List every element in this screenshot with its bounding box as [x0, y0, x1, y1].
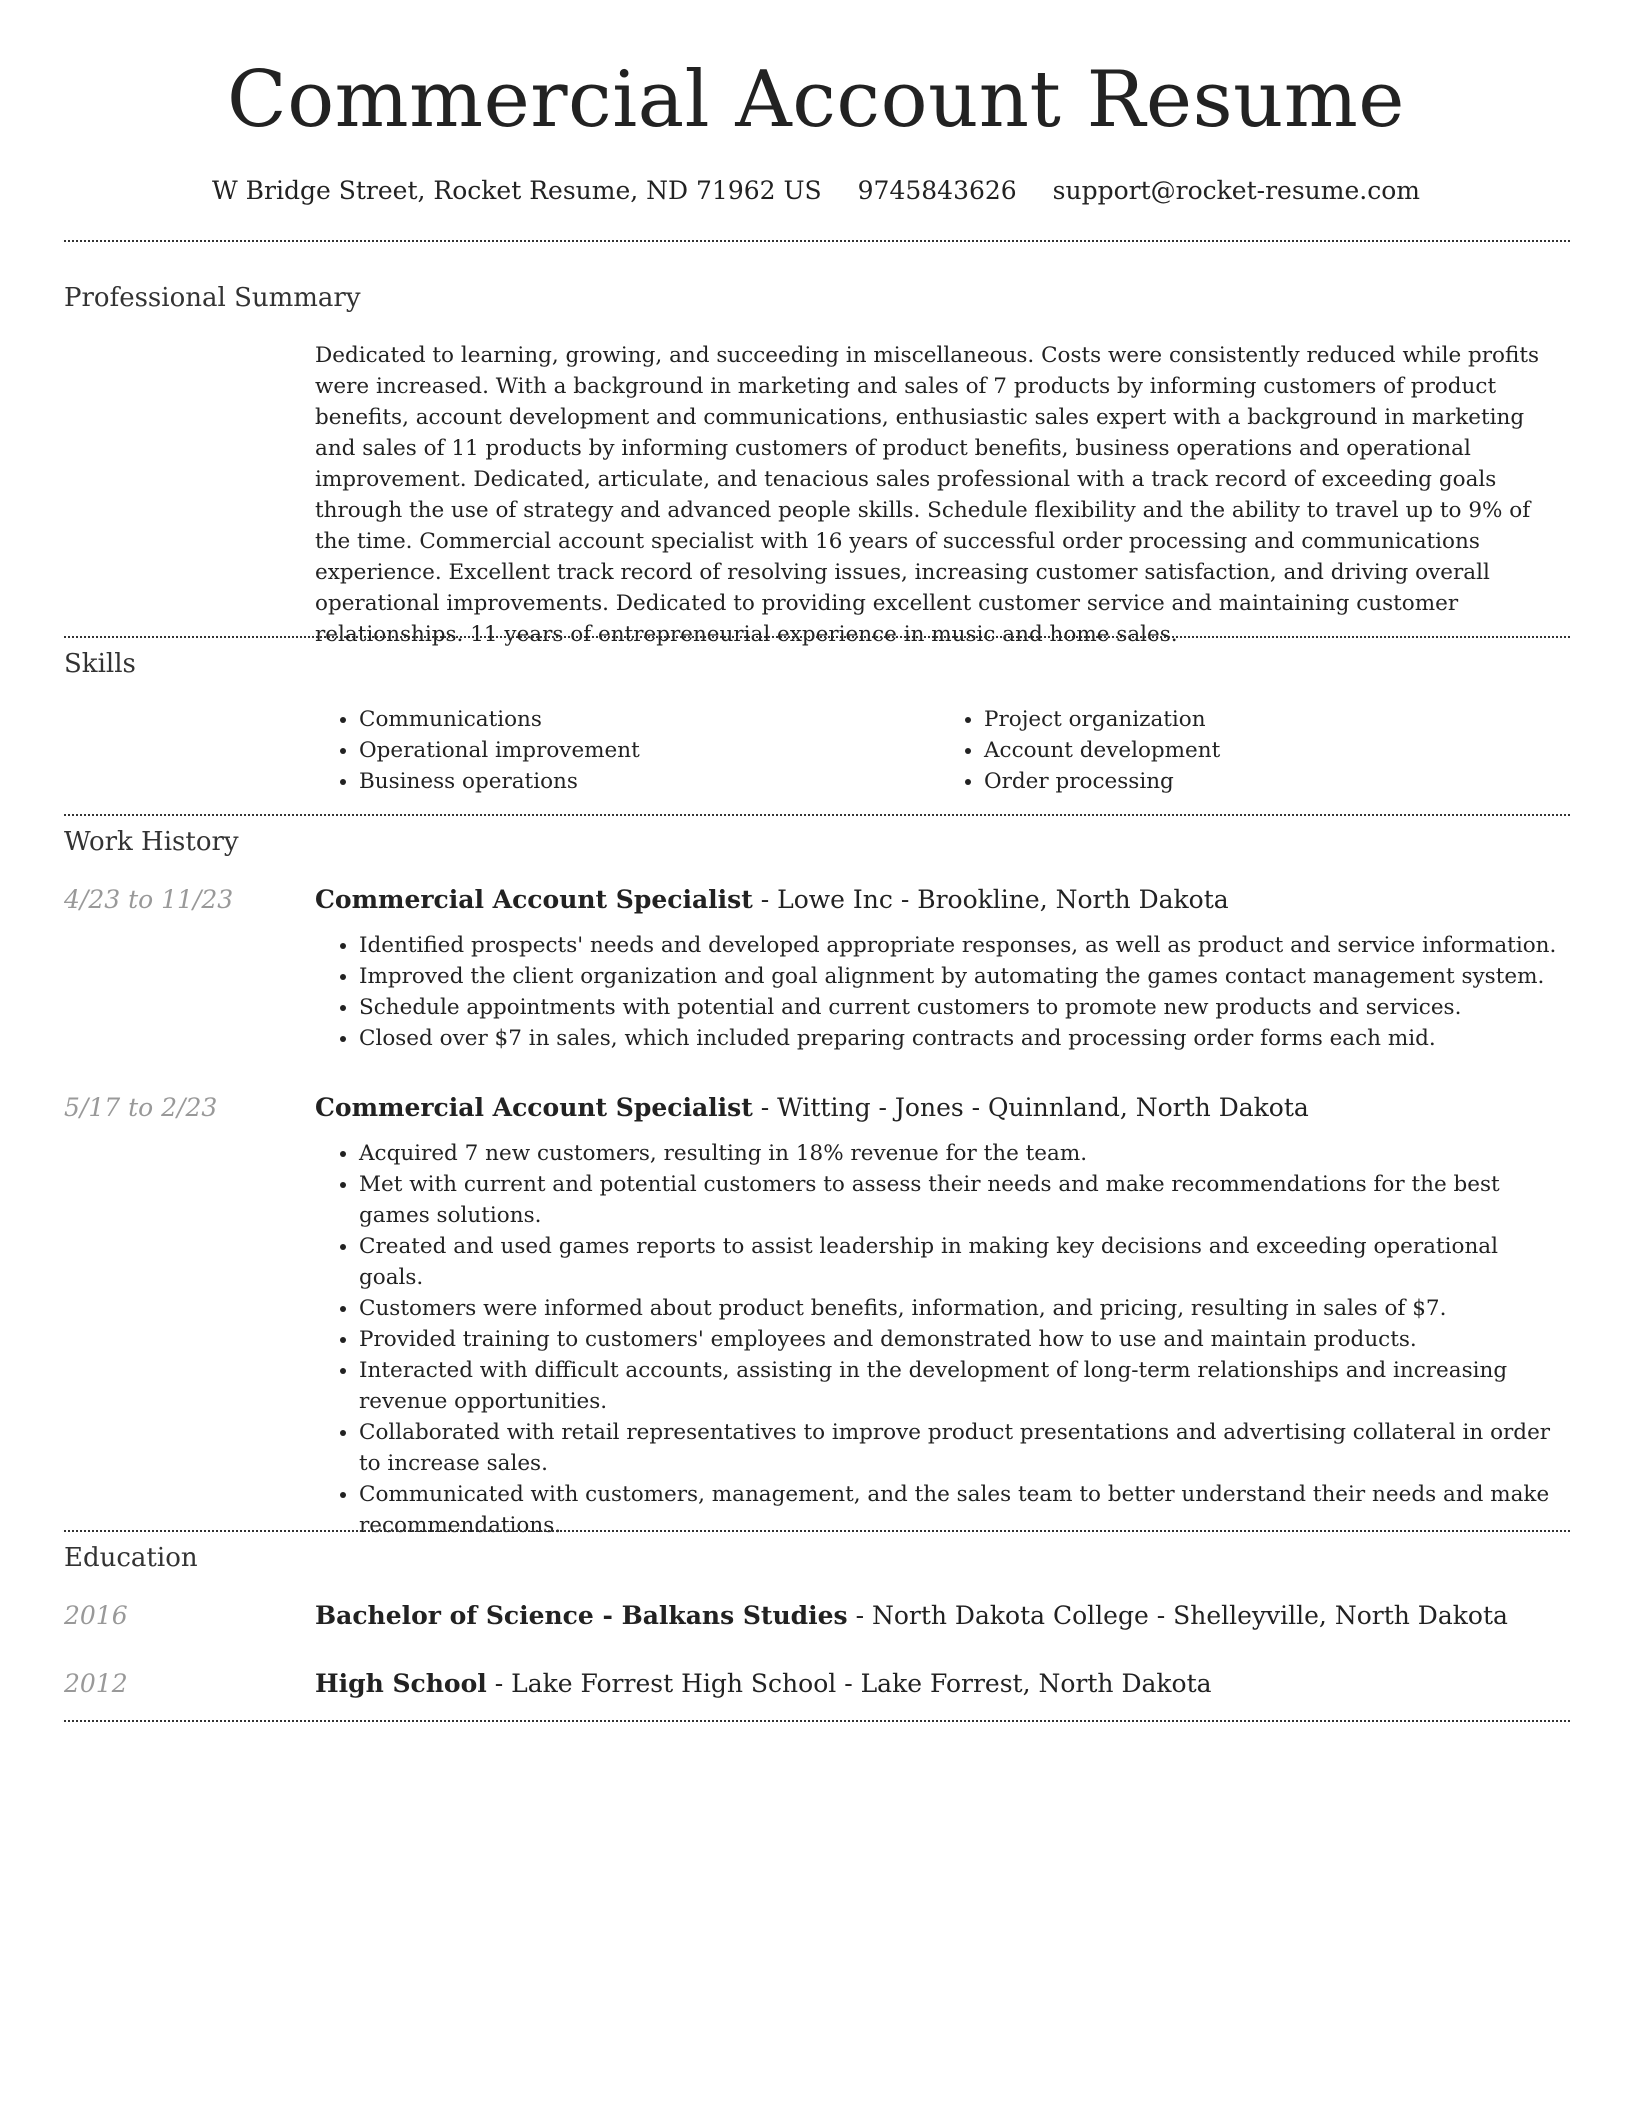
resume-header [0, 0, 1632, 208]
heading-separator: - [752, 1093, 778, 1122]
job-entry [315, 1092, 1565, 1541]
job-bullet: • Customers were informed about product benefits, information, and pricing, resulting in sales of $7. [359, 1293, 1565, 1324]
skill-item: • Business operations [359, 766, 940, 797]
education-year: 2012 [64, 1669, 128, 1698]
section-title-skills: Skills [64, 649, 136, 679]
job-entry [315, 884, 1565, 1054]
job-bullet: • Interacted with difficult accounts, assisting in the development of long-term relationships and increasing revenue opportunities. [359, 1355, 1565, 1417]
skill-item: • Project organization [984, 704, 1565, 735]
job-bullet: • Created and used games reports to assist leadership in making key decisions and exceeding operational goals. [359, 1231, 1565, 1293]
education-heading [315, 1668, 1565, 1700]
divider [64, 636, 1570, 638]
job-dates: 4/23 to 11/23 [64, 885, 234, 914]
contact-email: support@rocket-resume.com [1052, 176, 1420, 205]
contact-address: W Bridge Street, Rocket Resume, ND 71962 US [212, 176, 822, 205]
job-bullet: • Provided training to customers' employees and demonstrated how to use and maintain products. [359, 1324, 1565, 1355]
section-title-summary: Professional Summary [64, 283, 361, 313]
section-title-education: Education [64, 1543, 198, 1573]
job-bullets [315, 930, 1565, 1054]
job-bullet: • Communicated with customers, management, and the sales team to better understand their needs and make recommendations. [359, 1479, 1565, 1541]
job-bullet: • Collaborated with retail representatives to improve product presentations and advertising collateral in order to increase sales. [359, 1417, 1565, 1479]
contact-phone: 9745843626 [857, 176, 1017, 205]
job-heading [315, 884, 1565, 916]
skill-item: • Operational improvement [359, 735, 940, 766]
job-title: Commercial Account Specialist [315, 1093, 753, 1122]
job-bullet: • Acquired 7 new customers, resulting in 18% revenue for the team. [359, 1138, 1565, 1169]
section-title-work: Work History [64, 827, 239, 857]
divider [64, 1720, 1570, 1722]
education-school: - Lake Forrest High School - Lake Forrest, North Dakota [486, 1669, 1212, 1698]
job-employer: Lowe Inc - Brookline, North Dakota [777, 885, 1229, 914]
skills-block [315, 704, 1565, 797]
education-heading [315, 1600, 1565, 1632]
divider [64, 1530, 1570, 1532]
skill-item: • Account development [984, 735, 1565, 766]
education-year: 2016 [64, 1601, 128, 1630]
job-bullet: • Closed over $7 in sales, which included preparing contracts and processing order forms each mid. [359, 1023, 1565, 1054]
education-school: - North Dakota College - Shelleyville, North Dakota [847, 1601, 1508, 1630]
education-degree: High School [315, 1669, 487, 1698]
education-entry [315, 1600, 1565, 1632]
job-employer: Witting - Jones - Quinnland, North Dakota [777, 1093, 1309, 1122]
heading-separator: - [752, 885, 778, 914]
skill-item: • Communications [359, 704, 940, 735]
job-bullet: • Identified prospects' needs and developed appropriate responses, as well as product and service information. [359, 930, 1565, 961]
contact-line [0, 174, 1632, 208]
job-dates: 5/17 to 2/23 [64, 1093, 218, 1122]
job-bullet: • Schedule appointments with potential and current customers to promote new products and services. [359, 992, 1565, 1023]
divider [64, 814, 1570, 816]
job-bullets [315, 1138, 1565, 1541]
summary-text: Dedicated to learning, growing, and succeeding in miscellaneous. Costs were consistently reduced while profits were increased. With a background in marketing and sales of 7 products by informing customers of product benefits, account development and communications, enthusiastic sales expert with a background in marketing and sales of 11 products by informing customers of product benefits, business operations and operational improvement. Dedicated, articulate, and tenacious sales professional with a track record of exceeding goals through the use of strategy and advanced people skills. Schedule flexibility and the ability to travel up to 9% of the time. Commercial account specialist with 16 years of successful order processing and communications experience. Excellent track record of resolving issues, increasing customer satisfaction, and driving overall operational improvements. Dedicated to providing excellent customer service and maintaining customer relationships. 11 years of entrepreneurial experience in music and home sales. [315, 343, 1539, 647]
skills-list-left [315, 704, 940, 797]
job-bullet: • Met with current and potential customers to assess their needs and make recommendations for the best games solutions. [359, 1169, 1565, 1231]
job-bullet: • Improved the client organization and goal alignment by automating the games contact management system. [359, 961, 1565, 992]
summary-block [315, 340, 1565, 650]
skill-item: • Order processing [984, 766, 1565, 797]
resume-title: Commercial Account Resume [227, 55, 1405, 145]
skills-list-right [940, 704, 1565, 797]
education-degree: Bachelor of Science - Balkans Studies [315, 1601, 848, 1630]
divider [64, 240, 1570, 242]
education-entry [315, 1668, 1565, 1700]
job-heading [315, 1092, 1565, 1124]
job-title: Commercial Account Specialist [315, 885, 753, 914]
